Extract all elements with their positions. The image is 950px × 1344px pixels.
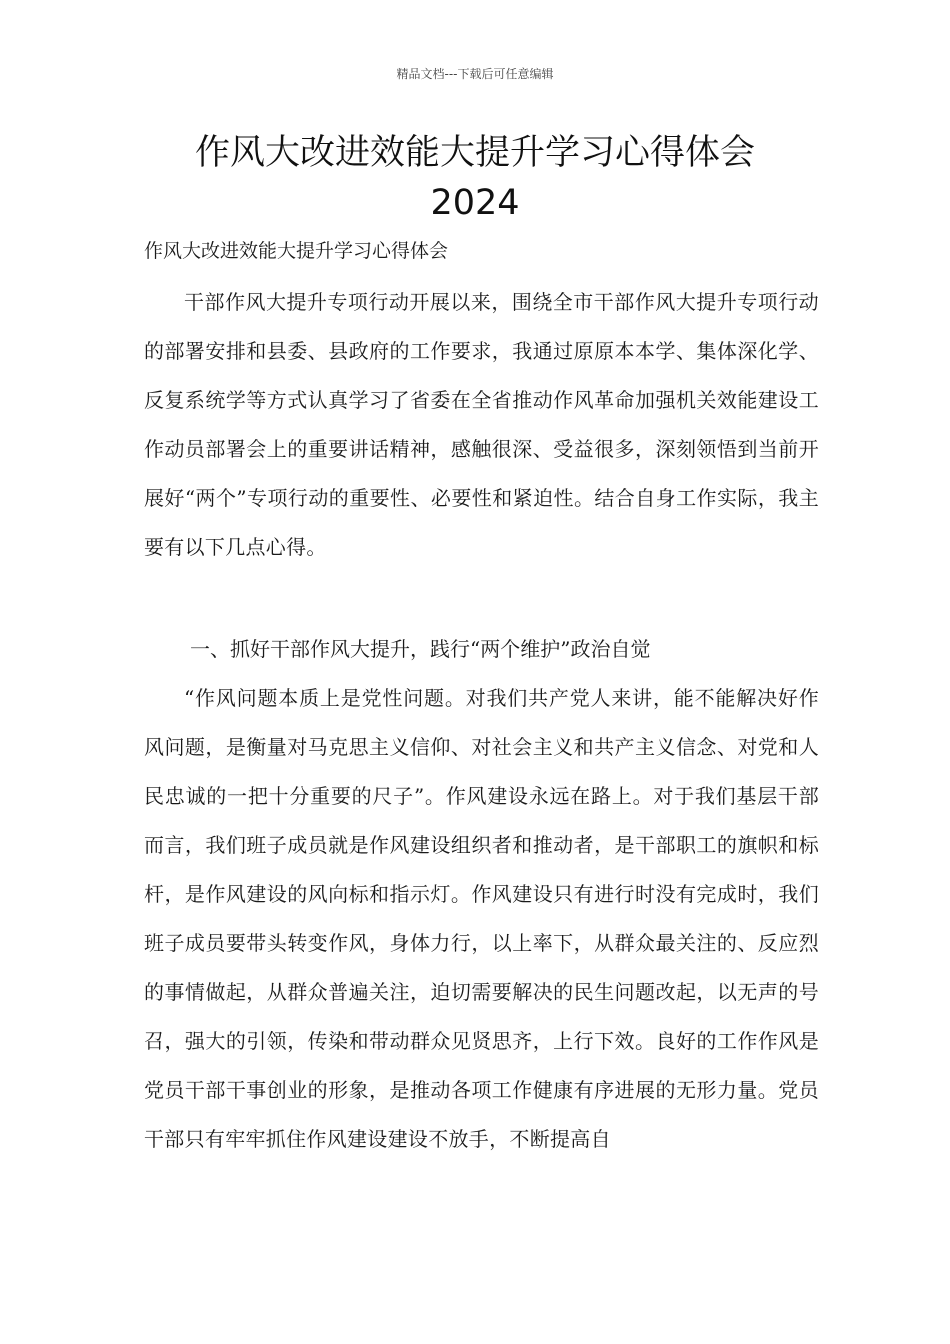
document-subtitle: 作风大改进效能大提升学习心得体会: [144, 240, 449, 262]
title-text: 作风大改进效能大提升学习心得体会: [194, 133, 755, 173]
document-title: [0, 128, 950, 228]
paragraph-section-1: “作风问题本质上是党性问题。对我们共产党人来讲，能不能解决好作风问题，是衡量对马克思主义信仰、对社会主义和共产主义信念、对党和人民忠诚的一把十分重要的尺子”。作风建设永远在路上。对于我们基层干部而言，我们班子成员就是作风建设组织者和推动者，是干部职工的旗帜和标杆，是作风建设的风向标和指示灯。作风建设只有进行时没有完成时，我们班子成员要带头转变作风，身体力行，以上率下，从群众最关注的、反应烈的事情做起，从群众普遍关注，迫切需要解决的民生问题改起，以无声的号召，强大的引领，传染和带动群众见贤思齐，上行下效。良好的工作作风是党员干部干事创业的形象，是推动各项工作健康有序进展的无形力量。党员干部只有牢牢抓住作风建设建设不放手，不断提高自: [144, 686, 819, 1151]
paragraph-intro: 干部作风大提升专项行动开展以来，围绕全市干部作风大提升专项行动的部署安排和县委、县政府的工作要求，我通过原原本本学、集体深化学、反复系统学等方式认真学习了省委在全省推动作风革命加强机关效能建设工作动员部署会上的重要讲话精神，感触很深、受益很多，深刻领悟到当前开展好“两个”专项行动的重要性、必要性和紧迫性。结合自身工作实际，我主要有以下几点心得。: [144, 290, 819, 559]
section-heading-1: 一、抓好干部作风大提升，践行“两个维护”政治自觉: [190, 637, 651, 661]
header-watermark: 精品文档---下载后可任意编辑: [396, 67, 554, 81]
title-year: 2024: [430, 183, 520, 223]
